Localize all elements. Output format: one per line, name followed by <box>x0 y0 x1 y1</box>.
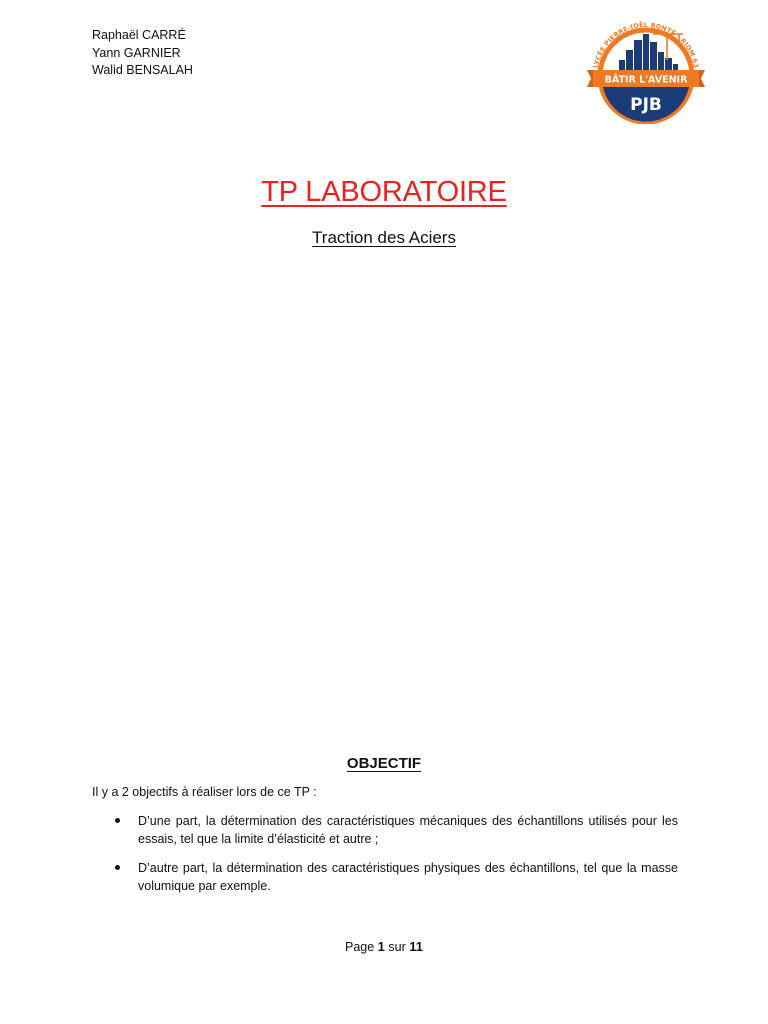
list-item-text: D’autre part, la détermination des caractéristiques physiques des échantillons, tel que la masse volumique par exemple. <box>138 861 678 893</box>
objective-list <box>92 812 678 906</box>
page-footer <box>0 939 768 954</box>
footer-prefix: Page <box>344 940 375 954</box>
page-subtitle: Traction des Aciers <box>312 228 456 247</box>
objective-heading: OBJECTIF <box>346 755 422 772</box>
footer-separator: sur <box>388 940 406 954</box>
author-name: Raphaël CARRÉ <box>92 28 186 42</box>
list-item <box>92 812 678 848</box>
school-logo <box>583 20 709 124</box>
bullet-icon <box>115 818 120 823</box>
objective-intro: Il y a 2 objectifs à réaliser lors de ce TP : <box>92 785 317 799</box>
bullet-icon <box>115 865 120 870</box>
list-item-text: D’une part, la détermination des caractéristiques mécaniques des échantillons utilisés pour les essais, tel que la limite d’élasticité et autre ; <box>138 814 678 846</box>
total-page-count: 11 <box>409 939 423 954</box>
authors-block <box>92 27 193 80</box>
author-name: Walid BENSALAH <box>92 63 193 77</box>
logo-banner-text: BÂTIR L'AVENIR <box>604 74 688 86</box>
page-title: TP LABORATOIRE <box>261 176 507 208</box>
logo-monogram: PJB <box>630 95 662 115</box>
current-page-number: 1 <box>377 939 385 954</box>
logo-arc-text: LYCÉE PIERRE-JOËL BONTÉ - RIOM 63 <box>591 21 701 69</box>
author-name: Yann GARNIER <box>92 45 181 60</box>
list-item <box>92 859 678 895</box>
